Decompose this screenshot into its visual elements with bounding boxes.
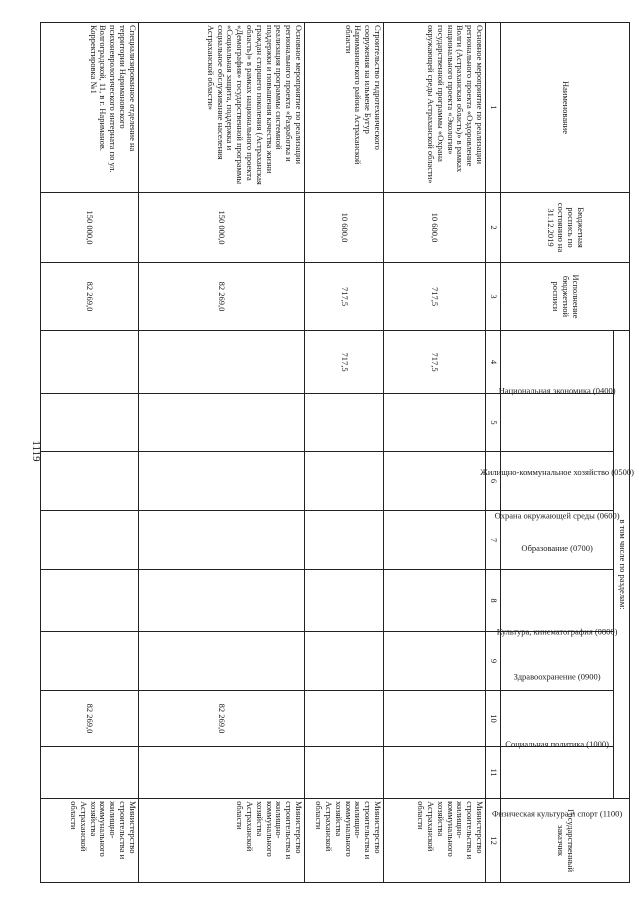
header-section-0900: Здравоохранение (0900) (501, 632, 614, 691)
row-section-0600 (41, 452, 139, 511)
row-section-1000: 82 269,0 (41, 691, 139, 747)
column-number: 7 (485, 511, 501, 570)
row-customer: Министерство строительства и жилищно-коммунального хозяйства Астраханской области (383, 799, 485, 883)
column-number: 11 (485, 747, 501, 799)
row-section-0400 (41, 331, 139, 394)
row-execution: 82 269,0 (41, 263, 139, 331)
header-budget-schedule: Бюджетная роспись по состоянию на 31.12.2019 (501, 193, 630, 263)
row-customer: Министерство строительства и жилищно-коммунального хозяйства Астраханской области (41, 799, 139, 883)
row-section-0600 (383, 452, 485, 511)
column-number: 5 (485, 394, 501, 452)
row-customer: Министерство строительства и жилищно-коммунального хозяйства Астраханской области (304, 799, 383, 883)
row-section-0500 (41, 394, 139, 452)
table-row (383, 23, 485, 883)
column-number: 4 (485, 331, 501, 394)
header-section-0600: Охрана окружающей среды (0600) (501, 452, 614, 511)
row-section-0900 (383, 632, 485, 691)
row-section-0500 (383, 394, 485, 452)
row-execution: 717,5 (304, 263, 383, 331)
header-in-sections: в том числе по разделам: (614, 331, 630, 799)
row-section-0500 (304, 394, 383, 452)
column-number: 10 (485, 691, 501, 747)
table-row (41, 23, 139, 883)
column-number: 2 (485, 193, 501, 263)
row-section-0800 (304, 570, 383, 632)
row-name: Основное мероприятие по реализации регионального проекта «Разработка и реализация программы системной поддержки и повышения качества жизни граждан старшего поколения (Астраханская область)» в рамках национального проекта «Демография» государственной программы «Социальная защита, поддержка и социальное обслуживание населения Астраханской области» (138, 23, 304, 193)
row-section-0700 (304, 511, 383, 570)
row-section-0600 (304, 452, 383, 511)
row-section-0700 (383, 511, 485, 570)
row-section-1100 (383, 747, 485, 799)
row-section-0900 (138, 632, 304, 691)
row-section-0600 (138, 452, 304, 511)
header-customer: Государственный заказчик (501, 799, 630, 883)
column-number: 9 (485, 632, 501, 691)
budget-table-rotated (40, 22, 635, 882)
row-execution: 717,5 (383, 263, 485, 331)
row-section-1000: 82 269,0 (138, 691, 304, 747)
row-budget: 10 600,0 (304, 193, 383, 263)
header-execution: Исполнение бюджетной росписи (501, 263, 630, 331)
header-section-1000: Социальная политика (1000) (501, 691, 614, 747)
row-name: Специализированное отделение на территории Наримановского психоневрологического интерната по ул. Волгоградской, 11, в г. Нариманов. Корректировка №1 (41, 23, 139, 193)
row-section-1100 (138, 747, 304, 799)
row-section-1000 (383, 691, 485, 747)
column-number-row (485, 23, 501, 883)
table-row (138, 23, 304, 883)
header-section-0700: Образование (0700) (501, 511, 614, 570)
row-section-0800 (41, 570, 139, 632)
page-number: 1119 (30, 440, 42, 462)
header-name: Наименование (501, 23, 630, 193)
row-name: Строительство гидротехнического сооружения на ильмене Бугур Наримановского района Астраханской области (304, 23, 383, 193)
header-section-0800: Культура, кинематография (0800) (501, 570, 614, 632)
row-section-0400: 717,5 (304, 331, 383, 394)
row-name: Основное мероприятие по реализации регионального проекта «Оздоровление Волги (Астраханская область)» в рамках национального проекта «Экология» государственной программы «Охрана окружающей среды Астраханской области» (383, 23, 485, 193)
row-section-1000 (304, 691, 383, 747)
row-budget: 10 600,0 (383, 193, 485, 263)
column-number: 12 (485, 799, 501, 883)
row-section-1100 (41, 747, 139, 799)
header-section-0400: Национальная экономика (0400) (501, 331, 614, 394)
row-section-0700 (41, 511, 139, 570)
column-number: 8 (485, 570, 501, 632)
row-section-0400 (138, 331, 304, 394)
row-budget: 150 000,0 (138, 193, 304, 263)
row-section-0500 (138, 394, 304, 452)
row-section-0800 (383, 570, 485, 632)
row-section-0900 (304, 632, 383, 691)
table-row (304, 23, 383, 883)
column-number: 3 (485, 263, 501, 331)
row-execution: 82 269,0 (138, 263, 304, 331)
row-section-0900 (41, 632, 139, 691)
column-number: 6 (485, 452, 501, 511)
header-section-1100: Физическая культура и спорт (1100) (501, 747, 614, 799)
row-section-0400: 717,5 (383, 331, 485, 394)
header-section-0500: Жилищно-коммунальное хозяйство (0500) (501, 394, 614, 452)
budget-table (40, 22, 635, 883)
column-number: 1 (485, 23, 501, 193)
row-section-0800 (138, 570, 304, 632)
row-budget: 150 000,0 (41, 193, 139, 263)
row-section-1100 (304, 747, 383, 799)
row-customer: Министерство строительства и жилищно-коммунального хозяйства Астраханской области (138, 799, 304, 883)
row-section-0700 (138, 511, 304, 570)
